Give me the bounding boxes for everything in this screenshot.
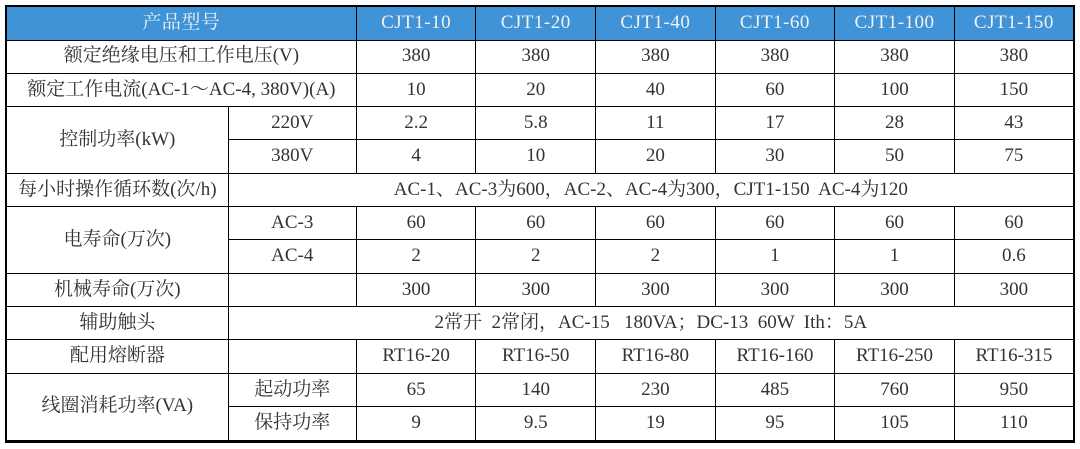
value-cell: 150 <box>954 73 1074 106</box>
value-cell: 300 <box>954 273 1074 306</box>
value-cell: 11 <box>596 107 716 140</box>
value-cell: 4 <box>356 140 476 173</box>
sub-label-starting-power: 起动功率 <box>228 373 356 406</box>
value-cell: RT16-80 <box>596 340 716 373</box>
value-cell: 75 <box>954 140 1074 173</box>
row-label-aux-contacts: 辅助触头 <box>6 307 228 340</box>
table-row-aux-contacts <box>6 307 1074 340</box>
value-cell: RT16-20 <box>356 340 476 373</box>
value-cell: 380 <box>356 40 476 73</box>
value-cell: 60 <box>835 207 955 240</box>
value-cell: RT16-250 <box>835 340 955 373</box>
value-cell: RT16-315 <box>954 340 1074 373</box>
value-cell: 60 <box>476 207 596 240</box>
value-cell: 105 <box>835 407 955 442</box>
value-cell: 380 <box>596 40 716 73</box>
value-cell: 60 <box>596 207 716 240</box>
value-cell: 140 <box>476 373 596 406</box>
row-label-cycles: 每小时操作循环数(次/h) <box>6 173 228 206</box>
value-cell: 10 <box>476 140 596 173</box>
value-cell: 1 <box>835 240 955 273</box>
value-cell: 10 <box>356 73 476 106</box>
value-cell: 2.2 <box>356 107 476 140</box>
sub-label-holding-power: 保持功率 <box>228 407 356 442</box>
value-cell: 380 <box>715 40 835 73</box>
value-cell: 300 <box>835 273 955 306</box>
value-cell: 485 <box>715 373 835 406</box>
cycles-merged-value: AC-1、AC-3为600，AC-2、AC-4为300，CJT1-150 AC-4为120 <box>228 173 1074 206</box>
value-cell: 100 <box>835 73 955 106</box>
value-cell: 9.5 <box>476 407 596 442</box>
empty-sub-cell <box>228 273 356 306</box>
value-cell: 5.8 <box>476 107 596 140</box>
value-cell: 30 <box>715 140 835 173</box>
value-cell: RT16-50 <box>476 340 596 373</box>
product-spec-table <box>5 5 1075 443</box>
value-cell: 2 <box>476 240 596 273</box>
value-cell: 2 <box>596 240 716 273</box>
value-cell: 19 <box>596 407 716 442</box>
value-cell: 28 <box>835 107 955 140</box>
value-cell: 300 <box>596 273 716 306</box>
value-cell: 380 <box>835 40 955 73</box>
table-row-fuse <box>6 340 1074 373</box>
value-cell: 230 <box>596 373 716 406</box>
row-label-electrical-life: 电寿命(万次) <box>6 207 228 274</box>
table-row-cycles <box>6 173 1074 206</box>
model-col-header: CJT1-20 <box>476 6 596 40</box>
sub-label-ac3: AC-3 <box>228 207 356 240</box>
value-cell: 60 <box>356 207 476 240</box>
row-label-insulation: 额定绝缘电压和工作电压(V) <box>6 40 356 73</box>
empty-sub-cell <box>228 340 356 373</box>
value-cell: 17 <box>715 107 835 140</box>
value-cell: 20 <box>476 73 596 106</box>
row-label-control-power: 控制功率(kW) <box>6 107 228 174</box>
value-cell: 300 <box>476 273 596 306</box>
value-cell: 950 <box>954 373 1074 406</box>
value-cell: 380 <box>476 40 596 73</box>
aux-contacts-merged-value: 2常开 2常闭，AC-15 180VA；DC-13 60W Ith：5A <box>228 307 1074 340</box>
sub-label-380v: 380V <box>228 140 356 173</box>
value-cell: 20 <box>596 140 716 173</box>
value-cell: 300 <box>356 273 476 306</box>
value-cell: RT16-160 <box>715 340 835 373</box>
value-cell: 760 <box>835 373 955 406</box>
table-row-coil-power-start <box>6 373 1074 406</box>
table-row-insulation <box>6 40 1074 73</box>
product-model-header: 产品型号 <box>6 6 356 40</box>
value-cell: 50 <box>835 140 955 173</box>
value-cell: 0.6 <box>954 240 1074 273</box>
value-cell: 60 <box>715 73 835 106</box>
sub-label-220v: 220V <box>228 107 356 140</box>
model-col-header: CJT1-60 <box>715 6 835 40</box>
value-cell: 380 <box>954 40 1074 73</box>
sub-label-ac4: AC-4 <box>228 240 356 273</box>
table-row-current <box>6 73 1074 106</box>
model-col-header: CJT1-10 <box>356 6 476 40</box>
row-label-coil-power: 线圈消耗功率(VA) <box>6 373 228 441</box>
value-cell: 60 <box>715 207 835 240</box>
table-row-mechanical-life <box>6 273 1074 306</box>
value-cell: 65 <box>356 373 476 406</box>
header-row <box>6 6 1074 40</box>
value-cell: 1 <box>715 240 835 273</box>
model-col-header: CJT1-150 <box>954 6 1074 40</box>
value-cell: 300 <box>715 273 835 306</box>
model-col-header: CJT1-40 <box>596 6 716 40</box>
value-cell: 9 <box>356 407 476 442</box>
model-col-header: CJT1-100 <box>835 6 955 40</box>
row-label-mechanical-life: 机械寿命(万次) <box>6 273 228 306</box>
value-cell: 43 <box>954 107 1074 140</box>
table-row-electrical-life-ac3 <box>6 207 1074 240</box>
table-row-control-power-220v <box>6 107 1074 140</box>
value-cell: 95 <box>715 407 835 442</box>
row-label-current: 额定工作电流(AC-1～AC-4, 380V)(A) <box>6 73 356 106</box>
value-cell: 110 <box>954 407 1074 442</box>
value-cell: 40 <box>596 73 716 106</box>
value-cell: 2 <box>356 240 476 273</box>
row-label-fuse: 配用熔断器 <box>6 340 228 373</box>
value-cell: 60 <box>954 207 1074 240</box>
